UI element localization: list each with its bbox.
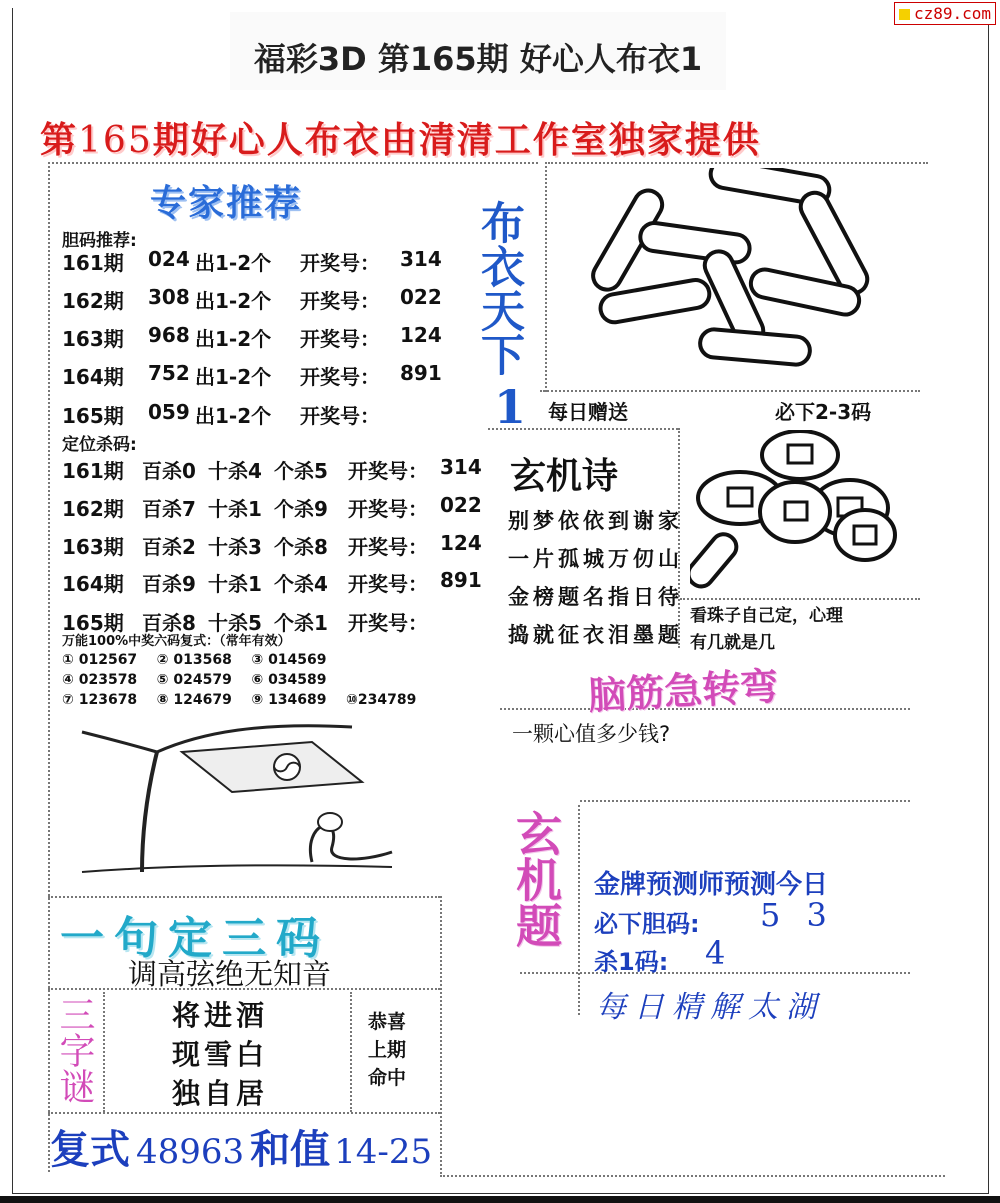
divider: [48, 162, 50, 1172]
buyi-number: 1: [494, 380, 527, 434]
kill-result: 314: [440, 455, 482, 479]
dan-result: 314: [400, 247, 442, 271]
dan-result-label: 开奖号：: [300, 327, 380, 351]
dan-result-label: 开奖号：: [300, 251, 380, 275]
daily-gift: 每日赠送: [548, 400, 628, 424]
dan-period: 163期: [62, 327, 124, 351]
six-code-row: ① 012567 ② 013568 ③ 014569: [62, 652, 327, 668]
poem-line: 金榜题名指日待: [508, 584, 683, 609]
dan-result: 891: [400, 361, 442, 385]
kill-hundred: 百杀2: [142, 535, 196, 559]
banner-issue: 165: [78, 120, 153, 161]
kill-hundred: 百杀9: [142, 572, 196, 596]
expert-title: 专家推荐: [150, 183, 303, 224]
kill-unit: 个杀5: [274, 459, 328, 483]
divider: [440, 1175, 945, 1177]
kill-result-label: 开奖号：: [348, 611, 428, 635]
dan-result-label: 开奖号：: [300, 289, 380, 313]
kill-ten: 十杀1: [208, 497, 262, 521]
kill-hundred: 百杀0: [142, 459, 196, 483]
dan-period: 161期: [62, 251, 124, 275]
kill-result: 891: [440, 568, 482, 592]
divider: [680, 598, 920, 600]
dan-code: 752: [148, 361, 190, 385]
dan-period: 164期: [62, 365, 124, 389]
divider: [48, 162, 538, 164]
xuanji-footer: 每日精解太湖: [596, 990, 824, 1025]
kill-result-label: 开奖号：: [348, 572, 428, 596]
divider: [520, 972, 910, 974]
kill-ten: 十杀5: [208, 611, 262, 635]
kill-period: 161期: [62, 459, 124, 483]
divider: [678, 428, 680, 648]
sum-label: 和值: [250, 1127, 331, 1173]
dan-period: 162期: [62, 289, 124, 313]
dan-label: 胆码推荐:: [62, 231, 137, 251]
dan-note: 出1-2个: [195, 289, 272, 313]
six-code-row: ⑦ 123678 ⑧ 124679 ⑨ 134689 ⑩234789: [62, 692, 417, 708]
kill-unit: 个杀9: [274, 497, 328, 521]
poem-line: 别梦依依到谢家: [508, 508, 683, 533]
dan-code: 308: [148, 285, 190, 309]
sum-value: 14-25: [334, 1132, 433, 1172]
kill-hundred: 百杀7: [142, 497, 196, 521]
bottom-bar: [0, 1196, 1000, 1203]
fushi-label: 复式: [50, 1127, 130, 1173]
banner-prefix: 第: [40, 119, 79, 161]
kill-result: 124: [440, 531, 482, 555]
banner-suffix: 期好心人布衣由清清工作室独家提供: [152, 119, 761, 161]
fushi-value: 48963: [136, 1132, 245, 1172]
divider: [580, 800, 910, 802]
divider: [578, 805, 580, 1015]
kill-unit: 个杀8: [274, 535, 328, 559]
one-sentence-text: 调高弦绝无知音: [128, 957, 332, 991]
dan-note: 出1-2个: [195, 404, 272, 428]
xuanji-kill-value: 4: [705, 934, 726, 972]
kill-unit: 个杀1: [274, 611, 328, 635]
six-code-row: ④ 023578 ⑤ 024579 ⑥ 034589: [62, 672, 327, 688]
congrats: [368, 1008, 406, 1092]
dan-result-label: 开奖号：: [300, 404, 380, 428]
divider: [540, 390, 920, 392]
fushi-line: [50, 1118, 432, 1175]
banner: [40, 112, 761, 163]
xuanji-vertical-title: 玄机题: [509, 810, 563, 948]
dan-code: 968: [148, 323, 190, 347]
kill-period: 165期: [62, 611, 124, 635]
dan-result: 022: [400, 285, 442, 309]
divider: [440, 896, 442, 1174]
dan-code: 024: [148, 247, 190, 271]
divider: [350, 992, 352, 1112]
xuanji-dan-label: 必下胆码:: [594, 910, 700, 938]
riddle-line: 独自居: [172, 1077, 269, 1110]
poem-line: 捣就征衣泪墨题: [508, 622, 683, 647]
dan-period: 165期: [62, 404, 124, 428]
dan-note: 出1-2个: [195, 251, 272, 275]
site-watermark[interactable]: [894, 2, 996, 25]
poem-line: 一片孤城万仞山: [508, 546, 683, 571]
six-code-title: 万能100%中奖六码复式：（常年有效）: [62, 634, 291, 649]
divider: [103, 992, 105, 1112]
tiles-illustration: [590, 168, 910, 383]
kill-ten: 十杀3: [208, 535, 262, 559]
congrats-line: 命中: [368, 1067, 407, 1089]
beads-caption-line: 有几就是几: [690, 633, 775, 653]
kill-ten: 十杀1: [208, 572, 262, 596]
dan-note: 出1-2个: [195, 365, 272, 389]
kill-result-label: 开奖号：: [348, 459, 428, 483]
kill-result-label: 开奖号：: [348, 535, 428, 559]
riddle-line: 现雪白: [172, 1038, 269, 1071]
page-title: 福彩3D 第165期 好心人布衣1: [253, 40, 703, 78]
congrats-line: 上期: [368, 1039, 407, 1061]
kill-hundred: 百杀8: [142, 611, 196, 635]
kill-period: 164期: [62, 572, 124, 596]
congrats-line: 恭喜: [368, 1011, 407, 1033]
riddle-line: 将进酒: [172, 999, 269, 1032]
brain-question: 一颗心值多少钱?: [512, 722, 671, 746]
kill-unit: 个杀4: [274, 572, 328, 596]
divider: [48, 896, 440, 898]
kill-period: 163期: [62, 535, 124, 559]
kill-period: 162期: [62, 497, 124, 521]
three-riddle-vertical-title: 三字谜: [54, 996, 95, 1104]
must-pick: 必下2-3码: [775, 400, 872, 424]
dan-result: 124: [400, 323, 442, 347]
watermark-dot-icon: [899, 9, 910, 20]
xuanji-kill-label: 杀1码:: [594, 948, 669, 976]
one-sentence-title: 一句定三码: [60, 913, 330, 964]
three-riddle-lines: [172, 996, 268, 1113]
kill-ten: 十杀4: [208, 459, 262, 483]
xuanji-dan-value: 5 3: [760, 896, 835, 934]
beads-caption: [690, 603, 843, 657]
kill-result: 022: [440, 493, 482, 517]
xuanji-line1: 金牌预测师预测今日: [594, 870, 829, 900]
divider: [548, 162, 928, 164]
dan-code: 059: [148, 400, 190, 424]
poem-title: 玄机诗: [510, 456, 619, 497]
kill-result-label: 开奖号：: [348, 497, 428, 521]
brain-title: 脑筋急转弯: [587, 664, 780, 718]
divider: [545, 162, 547, 392]
kill-label: 定位杀码:: [62, 435, 137, 455]
beads-caption-line: 看珠子自己定，心理: [690, 606, 843, 626]
dan-result-label: 开奖号：: [300, 365, 380, 389]
watermark-text: cz89.com: [913, 4, 991, 23]
buyi-vertical-title: 布衣天下: [473, 200, 524, 376]
dan-note: 出1-2个: [195, 327, 272, 351]
coins-illustration: [690, 430, 910, 595]
tree-snake-illustration: [62, 712, 442, 887]
